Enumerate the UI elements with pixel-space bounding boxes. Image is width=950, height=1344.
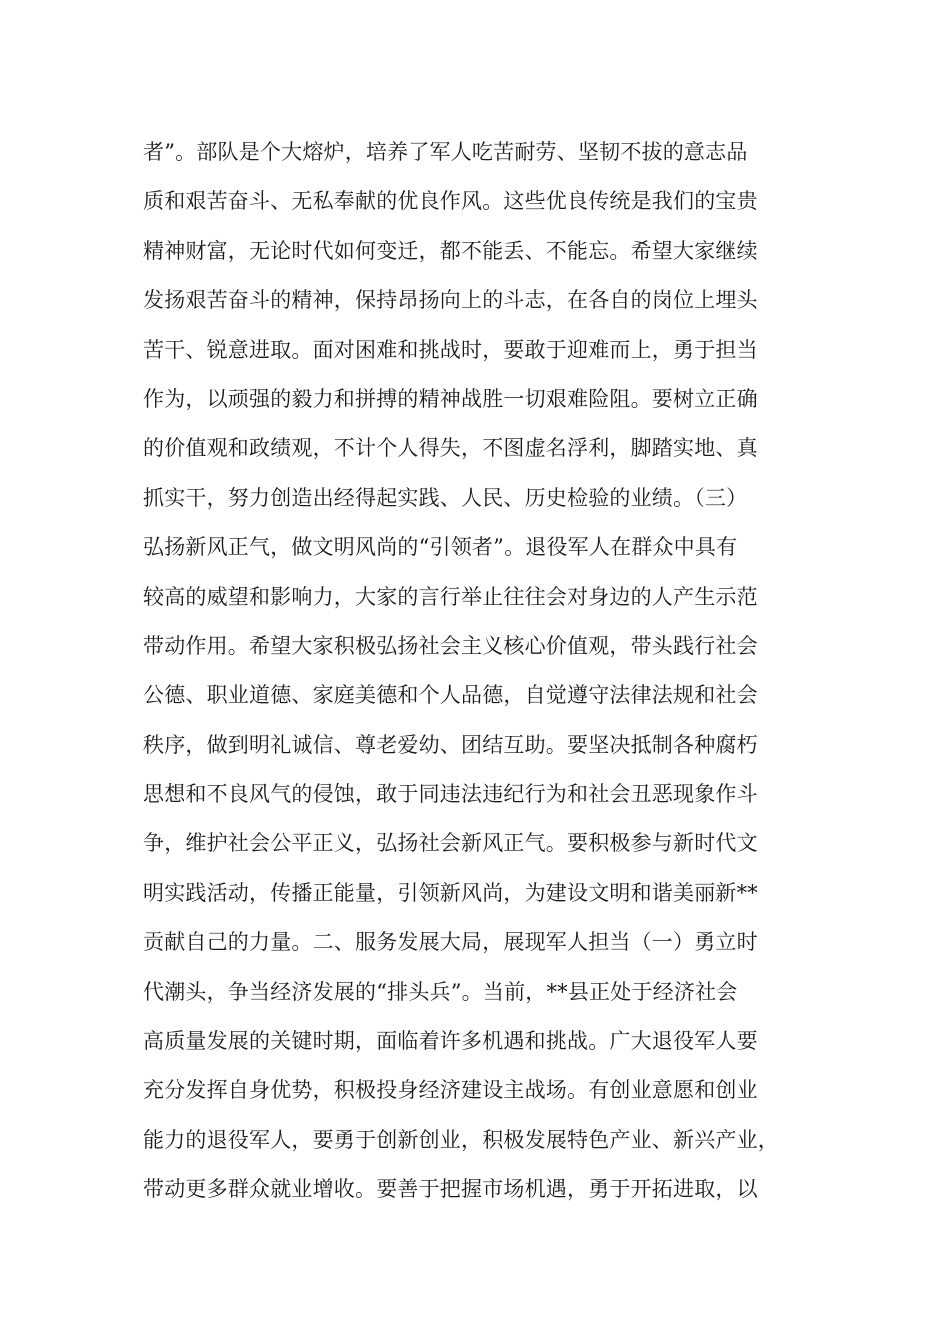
text-line: 的价值观和政绩观，不计个人得失，不图虚名浮利，脚踏实地、真: [143, 436, 758, 461]
text-line: 者”。部队是个大熔炉，培养了军人吃苦耐劳、坚韧不拔的意志品: [143, 140, 748, 164]
text-line: 代潮头，争当经济发展的“排头兵”。当前，**县正处于经济社会: [143, 979, 738, 1004]
text-line: 公德、职业道德、家庭美德和个人品德，自觉遵守法律法规和社会: [143, 683, 758, 708]
text-line: 苦干、锐意进取。面对困难和挑战时，要敢于迎难而上，勇于担当: [143, 337, 758, 362]
text-line: 思想和不良风气的侵蚀，敢于同违法违纪行为和社会丑恶现象作斗: [143, 782, 758, 807]
text-line: 质和艰苦奋斗、无私奉献的优良作风。这些优良传统是我们的宝贵: [143, 189, 758, 214]
text-line: 秩序，做到明礼诚信、尊老爱幼、团结互助。要坚决抵制各种腐朽: [143, 732, 758, 757]
text-line: 能力的退役军人，要勇于创新创业，积极发展特色产业、新兴产业，: [143, 1127, 779, 1152]
text-line: 贡献自己的力量。二、服务发展大局，展现军人担当（一）勇立时: [143, 930, 758, 955]
text-line: 抓实干，努力创造出经得起实践、人民、历史检验的业绩。（三）: [143, 485, 748, 510]
text-line: 较高的威望和影响力，大家的言行举止往往会对身边的人产生示范: [143, 584, 758, 609]
text-line: 明实践活动，传播正能量，引领新风尚，为建设文明和谐美丽新**: [143, 880, 758, 905]
text-line: 弘扬新风正气，做文明风尚的“引领者”。退役军人在群众中具有: [143, 535, 738, 560]
text-line: 作为，以顽强的毅力和拼搏的精神战胜一切艰难险阻。要树立正确: [143, 386, 758, 411]
text-line: 精神财富，无论时代如何变迁，都不能丢、不能忘。希望大家继续: [143, 238, 758, 263]
text-line: 带动作用。希望大家积极弘扬社会主义核心价值观，带头践行社会: [143, 633, 758, 658]
body-text: [143, 128, 823, 1215]
text-line: 充分发挥自身优势，积极投身经济建设主战场。有创业意愿和创业: [143, 1078, 758, 1103]
text-line: 高质量发展的关键时期，面临着许多机遇和挑战。广大退役军人要: [143, 1029, 758, 1054]
text-line: 争，维护社会公平正义，弘扬社会新风正气。要积极参与新时代文: [143, 831, 758, 856]
text-line: 发扬艰苦奋斗的精神，保持昂扬向上的斗志，在各自的岗位上埋头: [143, 288, 758, 313]
text-line: 带动更多群众就业增收。要善于把握市场机遇，勇于开拓进取，以: [143, 1177, 758, 1202]
